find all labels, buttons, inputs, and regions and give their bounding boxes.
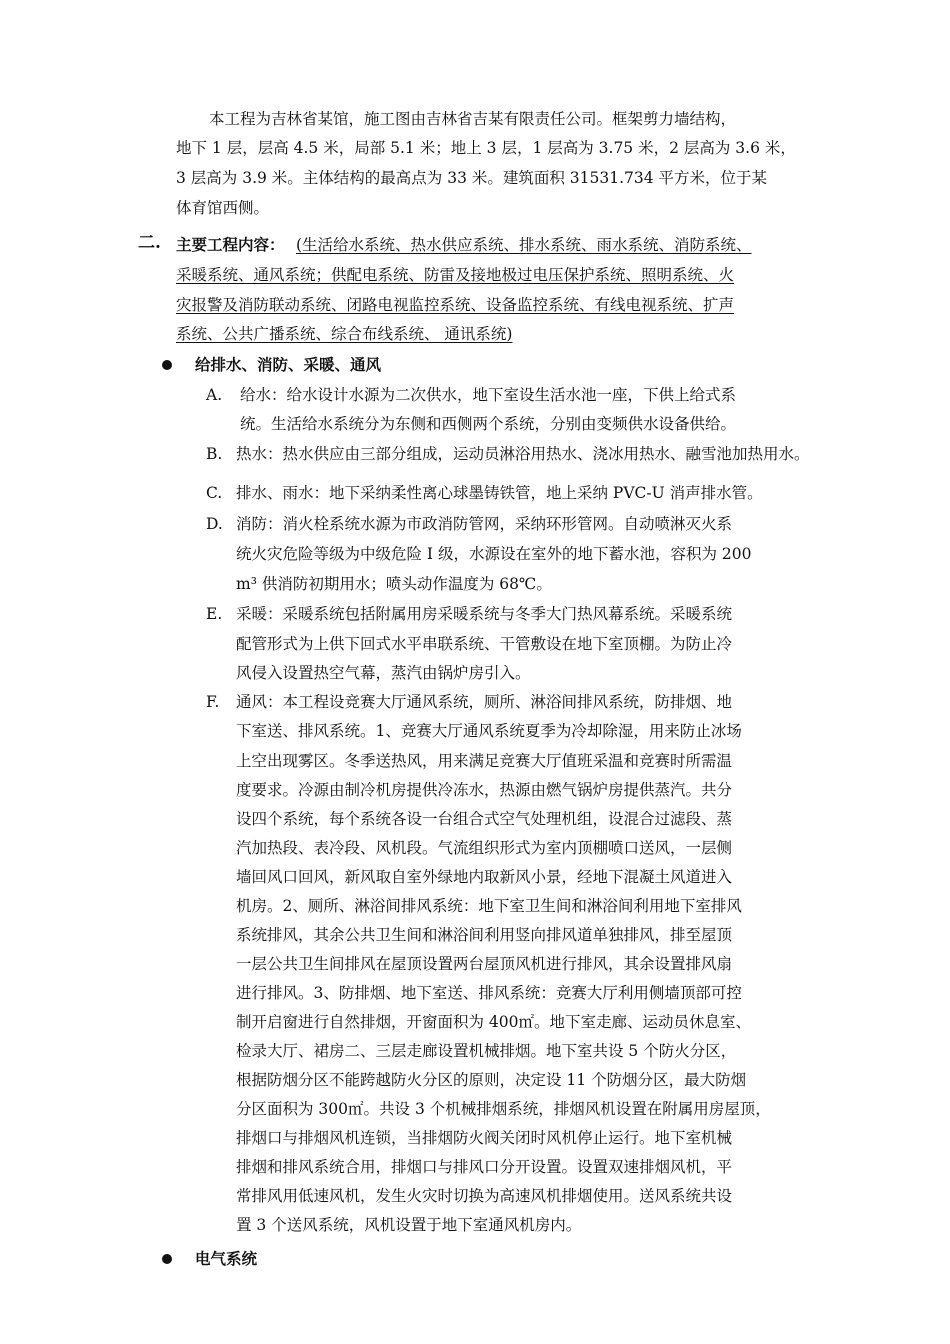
section-scope-line-2: 采暖系统、通风系统；供配电系统、防雷及接地极过电压保护系统、照明系统、火 xyxy=(176,266,735,284)
item-marker-a: A. xyxy=(206,386,223,404)
section-heading: 主要工程内容： xyxy=(176,235,285,254)
item-f-line-8: 机房。2、厕所、淋浴间排风系统：地下室卫生间和淋浴间利用地下室排风 xyxy=(236,897,742,915)
item-f-line-13: 检录大厅、裙房二、三层走廊设置机械排烟。地下室共设 5 个防火分区， xyxy=(236,1042,737,1060)
item-f-line-7: 墙回风口回风，新风取自室外绿地内取新风小景，经地下混凝土风道进入 xyxy=(236,868,733,886)
bullet-icon xyxy=(162,360,172,370)
bullet-icon xyxy=(162,1254,172,1264)
item-f-line-4: 度要求。冷源由制冷机房提供冷冻水，热源由燃气锅炉房提供蒸汽。共分 xyxy=(236,781,733,799)
item-marker-b: B. xyxy=(206,445,223,463)
intro-line-2: 地下 1 层，层高 4.5 米，局部 5.1 米；地上 3 层，1 层高为 3.75 米，2 层高为 3.6 米， xyxy=(176,139,796,157)
item-f-line-3: 上空出现雾区。冬季送热风，用来满足竞赛大厅值班采温和竞赛时所需温 xyxy=(236,752,733,770)
item-f-line-17: 排烟和排风系统合用，排烟口与排风口分开设置。设置双速排烟风机，平 xyxy=(236,1158,733,1176)
intro-line-1: 本工程为吉林省某馆，施工图由吉林省吉某有限责任公司。框架剪力墙结构， xyxy=(209,110,737,128)
section-scope-line-3: 灾报警及消防联动系统、闭路电视监控系统、设备监控系统、有线电视系统、扩声 xyxy=(176,296,735,314)
item-f-line-12: 制开启窗进行自然排烟，开窗面积为 400㎡。地下室走廊、运动员休息室、 xyxy=(236,1013,752,1031)
bullet-title-water-hvac: 给排水、消防、采暖、通风 xyxy=(195,355,382,374)
item-e-line-2: 配管形式为上供下回式水平串联系统、干管敷设在地下室顶棚。为防止冷 xyxy=(236,635,733,653)
intro-line-3: 3 层高为 3.9 米。主体结构的最高点为 33 米。建筑面积 31531.734 平方米，位于某 xyxy=(176,169,768,187)
item-d-line-3: m³ 供消防初期用水；喷头动作温度为 68℃。 xyxy=(236,575,552,593)
item-a-line-2: 统。生活给水系统分为东侧和西侧两个系统，分别由变频供水设备供给。 xyxy=(240,415,737,433)
item-a-line-1: 给水：给水设计水源为二次供水，地下室设生活水池一座，下供上给式系 xyxy=(240,386,737,404)
item-d-line-2: 统火灾危险等级为中级危险 I 级，水源设在室外的地下蓄水池，容积为 200 xyxy=(236,545,752,563)
item-marker-f: F. xyxy=(206,693,220,711)
item-f-line-11: 进行排风。3、防排烟、地下室送、排风系统：竞赛大厅利用侧墙顶部可控 xyxy=(236,984,742,1002)
item-f-line-14: 根据防烟分区不能跨越防火分区的原则，决定设 11 个防烟分区，最大防烟 xyxy=(236,1071,747,1089)
item-f-line-1: 通风：本工程设竞赛大厅通风系统，厕所、淋浴间排风系统，防排烟、地 xyxy=(236,693,733,711)
item-f-line-10: 一层公共卫生间排风在屋顶设置两台屋顶风机进行排风，其余设置排风扇 xyxy=(236,955,733,973)
intro-line-4: 体育馆西侧。 xyxy=(176,199,270,217)
item-e-line-3: 风侵入设置热空气幕，蒸汽由锅炉房引入。 xyxy=(236,664,531,682)
item-marker-e: E. xyxy=(206,605,223,623)
item-f-line-5: 设四个系统，每个系统各设一台组合式空气处理机组，设混合过滤段、蒸 xyxy=(236,810,733,828)
item-f-line-6: 汽加热段、表冷段、风机段。气流组织形式为室内顶棚喷口送风，一层侧 xyxy=(236,839,733,857)
item-f-line-19: 置 3 个送风系统，风机设置于地下室通风机房内。 xyxy=(236,1216,582,1234)
item-d-line-1: 消防：消火栓系统水源为市政消防管网，采纳环形管网。自动喷淋灭火系 xyxy=(236,515,733,533)
item-marker-c: C. xyxy=(206,484,223,502)
item-b-line-1: 热水：热水供应由三部分组成，运动员淋浴用热水、浇冰用热水、融雪池加热用水。 xyxy=(236,445,810,463)
item-e-line-1: 采暖：采暖系统包括附属用房采暖系统与冬季大门热风幕系统。采暖系统 xyxy=(236,605,733,623)
item-f-line-9: 系统排风，其余公共卫生间和淋浴间利用竖向排风道单独排风，排至屋顶 xyxy=(236,926,733,944)
bullet-title-electrical: 电气系统 xyxy=(195,1249,258,1268)
section-scope-line-1: (生活给水系统、热水供应系统、排水系统、雨水系统、消防系统、 xyxy=(296,236,752,254)
item-f-line-15: 分区面积为 300㎡。共设 3 个机械排烟系统，排烟风机设置在附属用房屋顶， xyxy=(236,1100,771,1118)
item-f-line-18: 常排风用低速风机，发生火灾时切换为高速风机排烟使用。送风系统共设 xyxy=(236,1187,733,1205)
section-number: 二. xyxy=(138,233,161,253)
section-scope-line-4: 系统、公共广播系统、综合布线系统、 通讯系统) xyxy=(176,325,513,343)
item-f-line-16: 排烟口与排烟风机连锁，当排烟防火阀关闭时风机停止运行。地下室机械 xyxy=(236,1129,733,1147)
item-marker-d: D. xyxy=(206,515,223,533)
item-c-line-1: 排水、雨水：地下采纳柔性离心球墨铸铁管，地上采纳 PVC-U 消声排水管。 xyxy=(236,484,763,502)
item-f-line-2: 下室送、排风系统。1、竞赛大厅通风系统夏季为冷却除湿，用来防止冰场 xyxy=(236,722,742,740)
